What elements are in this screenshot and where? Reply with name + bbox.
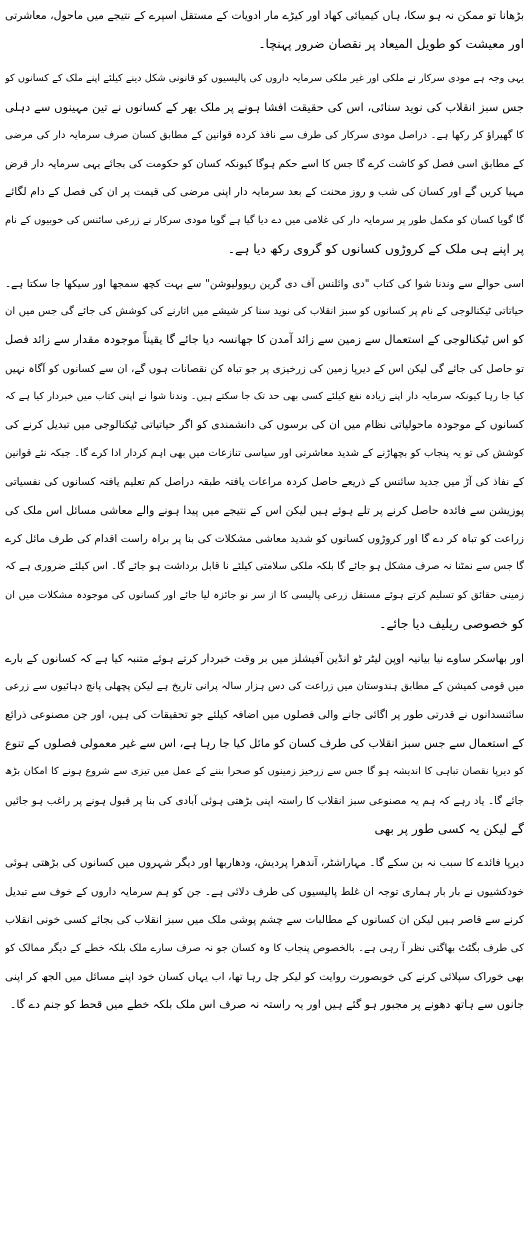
text-line: جانوں سے ہاتھ دھونے پر مجبور ہو گئے ہیں اور یہ راستہ نہ صرف اس ملک بلکہ خطے میں قحط کو جنم دے گا۔ [9,998,524,1012]
text-line: کیا جا رہا کیونکہ سرمایہ دار اپنے زیادہ نفع کیلئے کسی بھی حد تک جا سکتے ہیں۔ وندنا شوا نے اپنی کتاب میں خبردار کیا ہے کہ [5,391,524,403]
text-line: دیرپا فائدے کا سبب نہ بن سکے گا۔ مہاراشٹر، آندھرا پردیش، ودھاربھا اور دیگر شہروں میں کسانوں کی بڑھتی ہوئی [5,856,524,870]
text-line: پوزیشن سے فائدہ حاصل کرنے پر تلے ہوئے ہیں لیکن اس کے نتیجے میں پیدا ہونے والے معاشی مسائل اس ملک کی [5,503,524,517]
paragraph-4 [5,645,524,844]
text-line: اور معیشت کو طویل المیعاد پر نقصان ضرور پہنچا۔ [258,37,524,52]
text-line: گا جس سے نمٹنا نہ صرف مشکل ہو جائے گا بلکہ ملکی سلامتی کیلئے نا قابل برداشت ہو جائے گا۔ اس کیلئے ضروری ہے کہ [5,561,524,573]
text-line: سائنسدانوں نے قدرتی طور پر اگائی جانے والی فصلوں میں اضافہ کیلئے جو تحقیقات کی ہیں، اور جن مصنوعی ذرائع [5,708,524,722]
text-line: گا گویا کسان کو مکمل طور پر سرمایہ دار کی غلامی میں دے دیا گیا ہے گویا مودی سرکار نے زرعی سائنس کی خوبیوں کے نام [5,214,524,226]
text-line: کے استعمال سے جس سبز انقلاب کی طرف کسان کو مائل کیا جا رہا ہے، اس سے غیر معمولی فصلوں کے تنوع [5,736,524,750]
text-line: کی طرف بگٹٹ بھاگتی نظر آ رہی ہے۔ بالخصوص پنجاب کا وہ کسان جو نہ صرف سارے ملک بلکہ خطے کے دیگر ممالک کو [5,942,524,954]
text-line: کا گھیراؤ کر رکھا ہے۔ دراصل مودی سرکار کی طرف سے نافذ کردہ قوانین کے مطابق کسان صرف سرمایہ دار کی مرضی [5,129,524,141]
text-line: جائے گا۔ یاد رہے کہ ہم یہ مصنوعی سبز انقلاب کا راستہ اپنی بڑھتی ہوئی آبادی کی بنا پر قبول ہونے پر راغب ہو جائیں [5,794,524,807]
text-line: یہی وجہ ہے مودی سرکار نے ملکی اور غیر ملکی سرمایہ داروں کی پالیسیوں کو قانونی شکل دینے کیلئے اپنے ملک کے کسانوں کو [5,72,524,84]
text-line: بھی خوراک سپلائی کرنے کی خوبصورت روایت کو لیکر چل رہا تھا، اب یہاں کسان خود اپنے مسائل میں الجھ کر اپنی [5,969,524,983]
text-line: زراعت کو تباہ کر دے گا اور کروڑوں کسانوں کو شدید معاشی مشکلات کی بنا پر براہ راست اقدام کی طرف مائل کرے [5,533,524,546]
text-line: اسی حوالے سے وندنا شوا کی کتاب "دی وائلنس آف دی گرین ریوولیوشن" سے بہت کچھ سمجھا اور سیکھا جا سکتا ہے۔ [5,277,524,290]
text-line: بڑھانا تو ممکن نہ ہو سکا، ہاں کیمیائی کھاد اور کیڑے مار ادویات کے مستقل اسپرے کے نتیجے میں ماحول، معاشرتی [5,9,524,22]
text-line: زمینی حقائق کو تسلیم کرتے ہوئے مستقل زرعی پالیسی کا از سر نو جائزہ لیا جائے اور کسانوں کی موجودہ مشکلات میں ان [5,589,524,601]
text-line: خودکشیوں نے بار بار ہماری توجہ ان غلط پالیسیوں کی طرف دلائی ہے۔ جن کو ہم سرمایہ داروں کے خوف سے تبدیل [5,885,524,898]
text-line: حیاتاتی ٹیکنالوجی کے نام پر کسانوں کو سبز انقلاب کی نوید سنا کر شیشے میں اتارنے کی کوشش کی جائے گی جس میں ان [5,305,524,317]
text-line: کو دیرپا نقصان تباہی کا اندیشہ ہو گا جس سے زرخیز زمینوں کو صحرا بننے کے عمل میں تیزی سے شروع ہونے کا امکان بڑھ [5,766,524,778]
text-line: مہیا کریں گے اور کسان کی شب و روز محنت کے بعد سرمایہ دار اپنی مرضی کی قیمت پر ان کی فصل کے دام لگائے [5,185,524,199]
text-line: جس سبز انقلاب کی نوید سنائی، اس کی حقیقت افشا ہونے پر ملک بھر کے کسانوں نے تین مہینوں سے دہلی [5,100,524,115]
text-line: کسانوں کے موجودہ ماحولیاتی نظام میں ان کی برسوں کی دانشمندی کو اگر حیاتیاتی ٹیکنالوجی میں تبدیل کرنے کی [5,418,524,432]
text-line: کے مطابق اسی فصل کو کاشت کرے گا جس کا اسے حکم ہوگا کیونکہ کسان کو حکومت کی بجائے یہی سرمایہ دار قرض [5,157,524,170]
paragraph-3 [5,270,524,639]
paragraph-5 [5,849,524,1019]
text-line: تو حاصل کی جائے گی لیکن اس کے دیرپا زمین کی زرخیزی پر جو تباہ کن نقصانات ہوں گے، ان سے کسانوں کو آگاہ نہیں [5,362,524,375]
text-line: کے نفاذ کی آڑ میں جدید سائنس کے ذریعے حاصل کردہ مراعات یافتہ طبقہ دراصل کم تعلیم یافتہ کسانوں کی نفسیاتی [5,476,524,489]
text-line: کوشش کی تو یہ پنجاب کو بچھاڑنے کے شدید معاشرتی اور سیاسی تنازعات میں بھی اہم کردار ادا کرے گا۔ جبکہ نئے قوانین [5,447,524,459]
paragraph-2 [5,65,524,264]
text-line: کرنے سے قاصر ہیں لیکن ان کسانوں کے مطالبات سے چشم پوشی ملک میں سبز انقلاب کی بجائے کسی خونی انقلاب [5,913,524,927]
text-line: گے لیکن یہ کسی طور پر بھی [374,821,524,836]
paragraph-1 [5,2,524,59]
text-line: پر اپنے ہی ملک کے کروڑوں کسانوں کو گروی رکھ دیا ہے۔ [227,242,524,257]
text-line: اور بھاسکر ساوے نیا بیانیہ اوپن لیٹر ٹو انڈین آفیشلز میں بر وقت خبردار کرتے ہوئے متنبہ کیا ہے کہ کسانوں کے بارے [5,651,524,665]
text-line: کو خصوصی ریلیف دیا جائے۔ [379,617,524,632]
text-line: میں قومی کمیشن کے مطابق ہندوستان میں زراعت کی دس ہزار سالہ پرانی تاریخ ہے لیکن پچھلی پانچ دہائیوں سے زرعی [5,680,524,692]
text-line: کو اس ٹیکنالوجی کے استعمال سے زمین سے زائد آمدن کا جھانسہ دیا جائے گا یقیناً موجودہ مقدار سے زائد فصل [5,333,524,347]
